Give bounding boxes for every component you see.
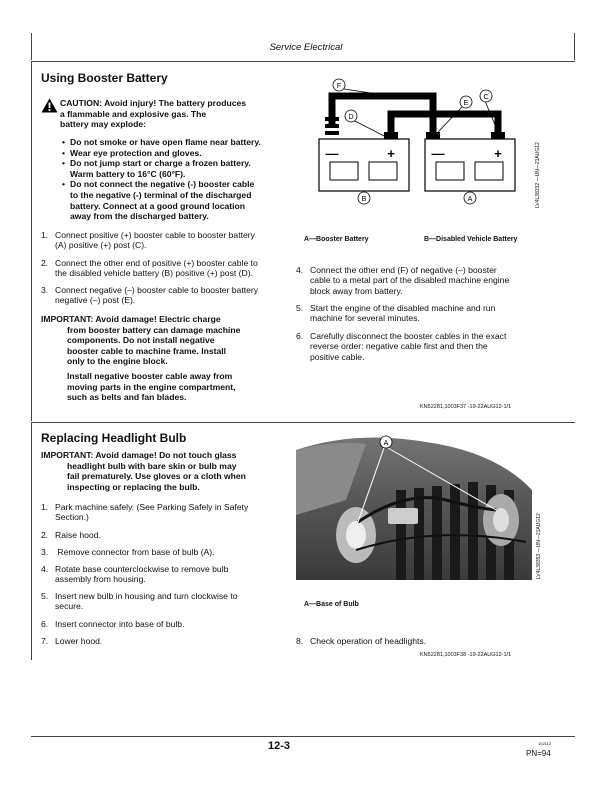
caution-bullet: • Do not connect the negative (-) booster cable to the negative (-) terminal of the discharged battery. Connect at a good ground location away from the discharged battery. (62, 179, 261, 221)
minus-sign: — (325, 146, 339, 161)
section2-left-rule (31, 422, 32, 660)
important-bulb: IMPORTANT: Avoid damage! Do not touch glass headlight bulb with bare skin or bulb may fail prematurely. Use gloves or a cloth when inspecting or replacing the bulb. (41, 450, 246, 492)
figure2-code: LV4L38353 —UN—21AUG12 (536, 513, 542, 579)
callout-e: E (463, 100, 469, 107)
header-rule-left (31, 33, 32, 60)
section1-title: Using Booster Battery (41, 71, 168, 85)
caption-base-of-bulb: A—Base of Bulb (304, 601, 359, 608)
callout-c: C (483, 94, 489, 101)
section1-ref: KN52281,1003F37 -19-22AUG12-1/1 (420, 404, 512, 410)
caution-bullet: • Do not smoke or have open flame near battery. (62, 137, 261, 148)
plus-sign: + (494, 146, 502, 161)
callout-b: B (361, 196, 367, 203)
section2-ref: KN52281,1003F38 -19-22AUG12-1/1 (420, 652, 512, 658)
caution-bullets (62, 137, 261, 222)
page-number: 12-3 (268, 740, 291, 752)
important-note: IMPORTANT: Avoid damage! Electric charge from booster battery can damage machine components. Do not install negative booster cable to machine frame. Install only to the engine block. (41, 314, 241, 367)
callout-d: D (348, 114, 354, 121)
caution-text: CAUTION: Avoid injury! The battery produces a flammable and explosive gas. The battery may explode: (60, 98, 247, 130)
caution-bullet: • Wear eye protection and gloves. (62, 148, 261, 159)
section2-title: Replacing Headlight Bulb (41, 431, 187, 445)
headlight-photo (296, 430, 532, 580)
caption-disabled: B—Disabled Vehicle Battery (424, 236, 518, 243)
warning-icon (41, 98, 58, 113)
footer-rule (31, 736, 575, 737)
footer-small-code: 102112 (538, 741, 552, 746)
callout-a: A (467, 196, 473, 203)
section1-top-rule (31, 61, 575, 62)
header-rule-right (574, 33, 575, 60)
callout-a-photo: A (383, 440, 389, 447)
header-title: Service Electrical (269, 42, 343, 53)
important-extra: Install negative booster cable away from moving parts in the engine compartment, such as belts and fan blades. (67, 371, 236, 403)
section1-left-rule (31, 61, 32, 421)
footer-pn: PN=94 (526, 749, 551, 758)
plus-sign: + (387, 146, 395, 161)
caption-booster: A—Booster Battery (304, 236, 369, 243)
caution-bullet: • Do not jump start or charge a frozen battery. Warm battery to 16°C (60°F). (62, 158, 261, 179)
callout-f: F (336, 83, 342, 90)
section2-top-rule (31, 422, 575, 423)
figure1-code: LV4L38332 —UN—21AUG12 (535, 142, 541, 208)
booster-battery-diagram (300, 74, 540, 214)
minus-sign: — (431, 146, 445, 161)
